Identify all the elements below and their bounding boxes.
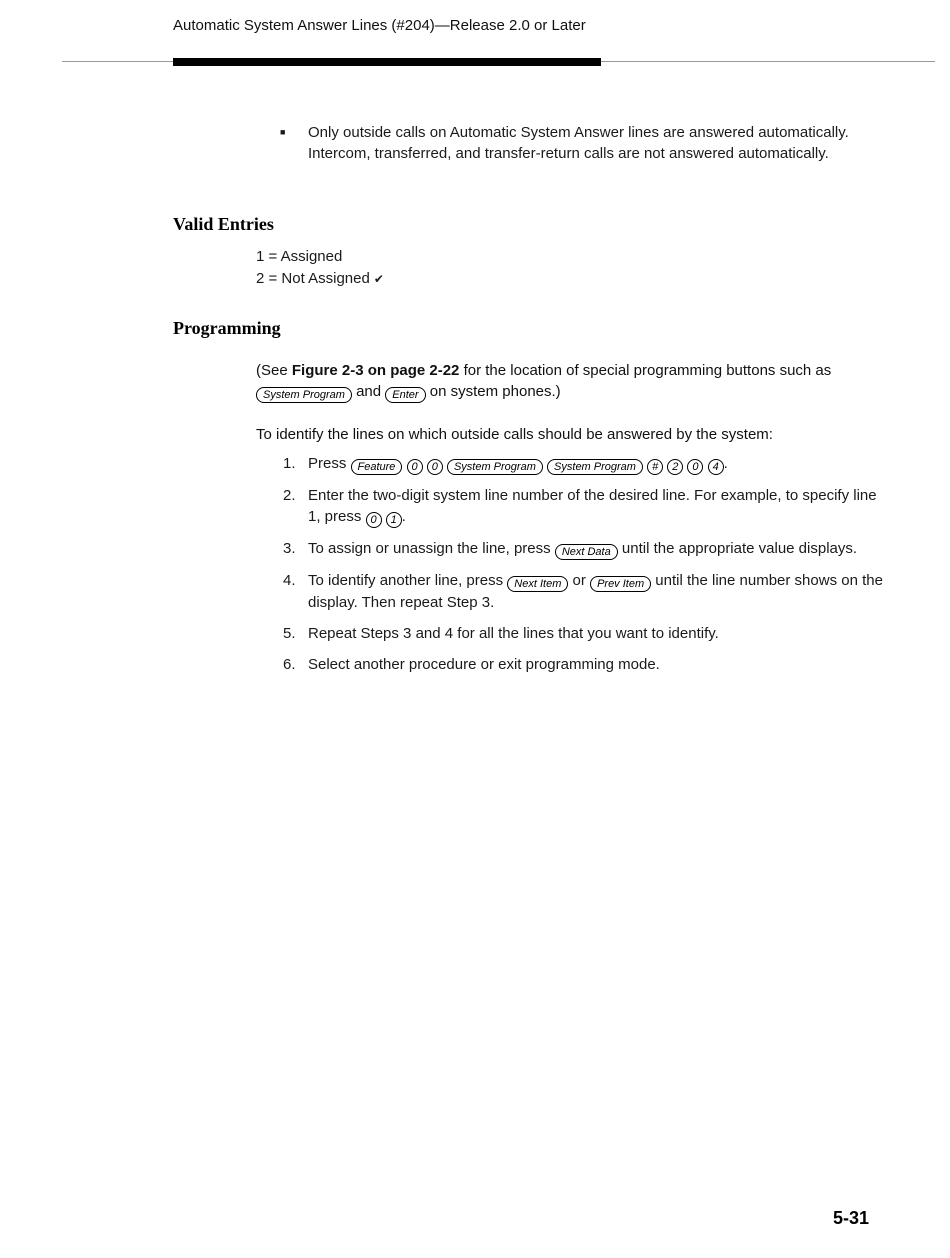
- entry-not-assigned: [256, 268, 384, 290]
- step-number: 1.: [283, 455, 296, 472]
- step-number: 6.: [283, 656, 296, 673]
- step4-text-1: To identify another line, press: [308, 572, 504, 589]
- programming-lead: To identify the lines on which outside calls should be answered by the system:: [256, 426, 773, 443]
- intro-text-3: and: [351, 383, 386, 400]
- step2-text-1: Enter the two-digit system line number of the desired line. For example, to specify line 1, press: [308, 487, 877, 525]
- programming-steps: [283, 453, 883, 685]
- checkmark-icon: ✔: [373, 272, 384, 286]
- step-4: [283, 570, 883, 613]
- page-number: 5-31: [833, 1208, 870, 1228]
- digit-key-4: 4: [708, 459, 724, 475]
- programming-intro: [256, 360, 878, 403]
- step5-text: Repeat Steps 3 and 4 for all the lines that you want to identify.: [308, 625, 719, 642]
- figure-reference: Figure 2-3 on page 2-22: [291, 362, 460, 379]
- pound-key: #: [647, 459, 663, 475]
- page-header-title: Automatic System Answer Lines (#204)—Release 2.0 or Later: [173, 17, 586, 34]
- intro-text-4: on system phones.): [425, 383, 561, 400]
- next-item-key: Next Item: [507, 576, 568, 592]
- step-number: 4.: [283, 572, 296, 589]
- system-program-key: System Program: [547, 459, 643, 475]
- bullet-icon: ■: [280, 127, 286, 137]
- digit-key-1: 1: [386, 512, 402, 528]
- feature-key: Feature: [351, 459, 403, 475]
- step-3: [283, 538, 883, 560]
- digit-key-0: 0: [427, 459, 443, 475]
- step-2: [283, 485, 883, 528]
- step-number: 5.: [283, 625, 296, 642]
- entry-not-assigned-text: 2 = Not Assigned: [256, 270, 370, 287]
- step2-text-2: .: [401, 508, 406, 525]
- bullet-text: Only outside calls on Automatic System Answer lines are answered automatically. Intercom, transferred, and transfer-return calls are not answered automatically.: [308, 124, 849, 162]
- digit-key-0: 0: [687, 459, 703, 475]
- step-5: [283, 623, 883, 644]
- step-text: [308, 570, 883, 613]
- prev-item-key: Prev Item: [590, 576, 651, 592]
- step4-text-3: until the line number shows on the display. Then repeat Step 3.: [308, 572, 883, 611]
- step-number: 2.: [283, 487, 296, 504]
- step-1: [283, 453, 883, 475]
- header-rule-thick: [173, 58, 601, 66]
- intro-text-2: for the location of special programming buttons such as: [459, 362, 832, 379]
- valid-entries-list: [256, 246, 384, 290]
- digit-key-2: 2: [667, 459, 683, 475]
- intro-text-1: (See: [256, 362, 292, 379]
- step3-text-2: until the appropriate value displays.: [617, 540, 858, 557]
- system-program-key: System Program: [256, 387, 352, 403]
- enter-key: Enter: [385, 387, 425, 403]
- step-6: [283, 654, 883, 675]
- step6-text: Select another procedure or exit programming mode.: [308, 656, 660, 673]
- step4-text-2: or: [568, 572, 591, 589]
- digit-key-0: 0: [366, 512, 382, 528]
- bullet-item: [280, 122, 880, 164]
- step1-text-1: Press: [308, 455, 347, 472]
- next-data-key: Next Data: [555, 544, 618, 560]
- step-number: 3.: [283, 540, 296, 557]
- step-text: [308, 453, 883, 475]
- system-program-key: System Program: [447, 459, 543, 475]
- entry-assigned: 1 = Assigned: [256, 248, 343, 265]
- step1-text-2: .: [723, 455, 728, 472]
- step-text: [308, 485, 883, 528]
- valid-entries-heading: Valid Entries: [173, 214, 274, 234]
- digit-key-0: 0: [407, 459, 423, 475]
- step-text: [308, 538, 883, 560]
- programming-heading: Programming: [173, 318, 281, 338]
- step3-text-1: To assign or unassign the line, press: [308, 540, 551, 557]
